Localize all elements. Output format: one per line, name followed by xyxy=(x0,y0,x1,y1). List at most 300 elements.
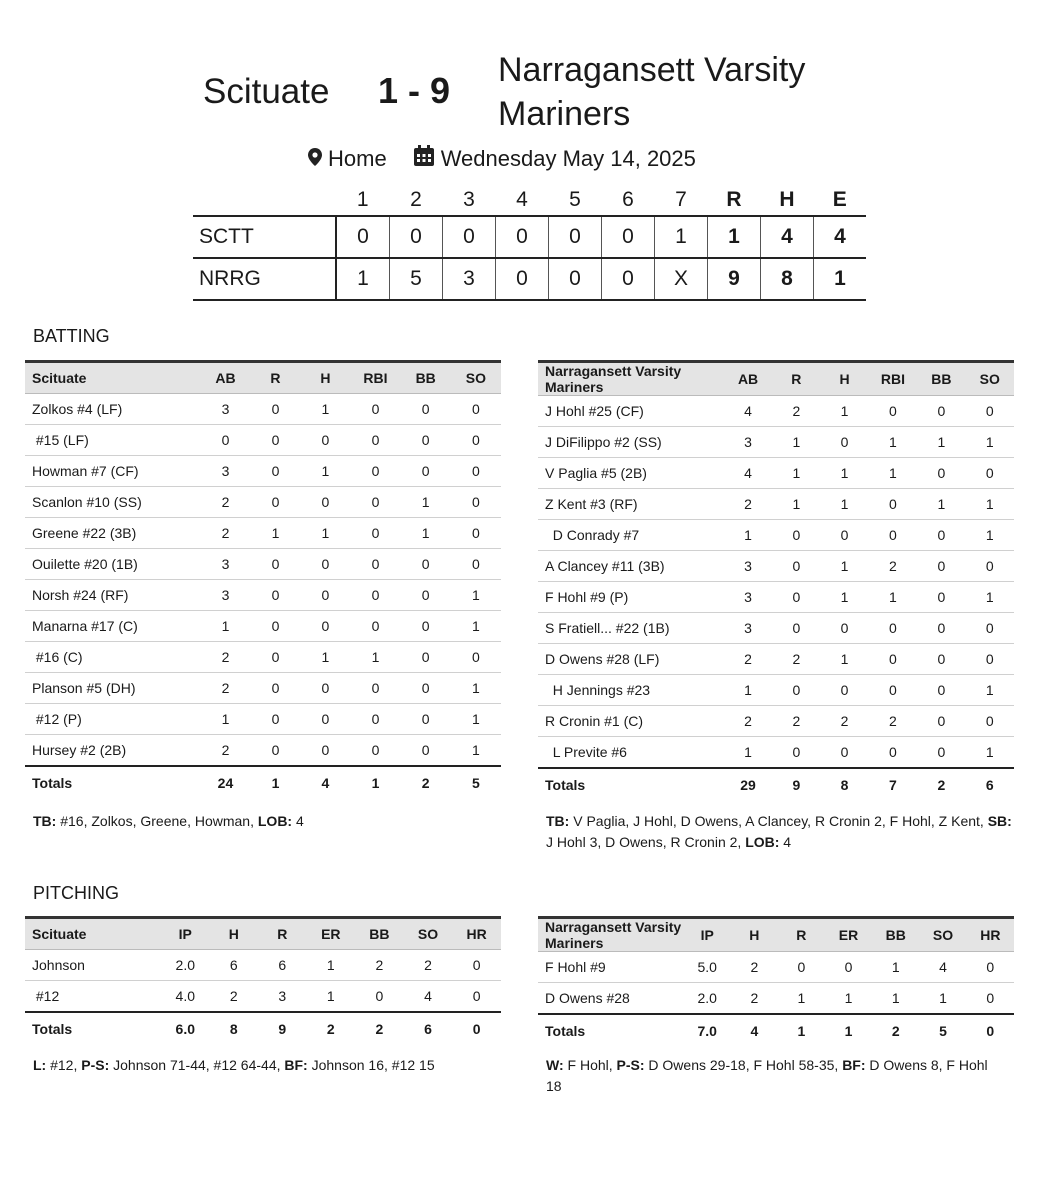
total-value: 9 xyxy=(258,1012,306,1044)
stat-column-header: IP xyxy=(700,927,714,943)
stat-value: 1 xyxy=(966,520,1014,551)
totals-label: Totals xyxy=(25,1012,161,1044)
inning-header: 4 xyxy=(516,188,528,211)
stat-value: 0 xyxy=(300,673,350,704)
stat-column-header: H xyxy=(228,926,239,942)
stat-value: 4 xyxy=(724,396,772,427)
stat-value: 1 xyxy=(869,582,917,613)
total-value: 2 xyxy=(401,766,451,798)
pitching-table-home xyxy=(25,916,501,1044)
stat-value: 1 xyxy=(350,642,400,673)
total-errors: 4 xyxy=(814,216,867,258)
stat-value: 0 xyxy=(869,613,917,644)
total-value: 2 xyxy=(917,768,965,800)
note-label: SB: xyxy=(987,813,1012,829)
errors-header: E xyxy=(832,188,847,211)
stat-value: 0 xyxy=(917,644,965,675)
stat-value: 0 xyxy=(300,735,350,767)
stat-value: 1 xyxy=(300,642,350,673)
stat-value: 0 xyxy=(825,952,872,983)
stat-value: 1 xyxy=(872,983,919,1015)
stat-value: 0 xyxy=(869,737,917,769)
player-name: D Owens #28 xyxy=(538,983,684,1015)
stat-value: 0 xyxy=(251,549,301,580)
stat-value: 0 xyxy=(820,427,868,458)
stat-value: 0 xyxy=(966,644,1014,675)
total-value: 2 xyxy=(872,1014,919,1046)
stat-value: 1 xyxy=(300,518,350,549)
home-team-name: Scituate xyxy=(203,72,330,111)
inning-header: 1 xyxy=(356,188,369,211)
note-label: P-S: xyxy=(616,1057,645,1073)
batting-row xyxy=(538,396,1014,427)
player-name: Hursey #2 (2B) xyxy=(25,735,200,767)
batting-table-home xyxy=(25,360,501,798)
stat-value: 1 xyxy=(966,737,1014,769)
stat-value: 0 xyxy=(966,551,1014,582)
player-name: Zolkos #4 (LF) xyxy=(25,394,200,425)
game-date: Wednesday May 14, 2025 xyxy=(440,146,696,171)
note-label: BF: xyxy=(284,1057,308,1073)
stat-value: 0 xyxy=(820,520,868,551)
note-label: TB: xyxy=(546,813,570,829)
inning-header: 2 xyxy=(410,188,422,211)
note-text: Johnson 16, #12 15 xyxy=(307,1057,435,1073)
pitching-header-row xyxy=(538,918,1014,952)
batting-row xyxy=(538,737,1014,769)
stat-value: 2 xyxy=(869,551,917,582)
stat-value: 0 xyxy=(772,613,820,644)
inning-score: 0 xyxy=(496,258,549,300)
pitching-totals-row xyxy=(538,1014,1014,1046)
batting-row xyxy=(538,489,1014,520)
stat-value: 0 xyxy=(917,520,965,551)
team-column-header: Scituate xyxy=(32,926,87,942)
note-text: Johnson 71-44, #12 64-44, xyxy=(109,1057,285,1073)
final-score: 1 - 9 xyxy=(378,70,451,111)
stat-value: 0 xyxy=(350,456,400,487)
stat-value: 1 xyxy=(772,458,820,489)
stat-value: 0 xyxy=(966,458,1014,489)
stat-value: 1 xyxy=(772,427,820,458)
stat-value: 0 xyxy=(917,737,965,769)
note-label: L: xyxy=(33,1057,47,1073)
batting-row xyxy=(25,487,501,518)
stat-value: 1 xyxy=(825,983,872,1015)
stat-value: 4 xyxy=(404,981,453,1013)
stat-column-header: R xyxy=(791,371,802,387)
stat-column-header: SO xyxy=(979,371,1000,387)
stat-value: 1 xyxy=(820,582,868,613)
stat-value: 0 xyxy=(820,737,868,769)
stat-value: 1 xyxy=(872,952,919,983)
note-label: LOB: xyxy=(745,834,780,850)
stat-value: 0 xyxy=(251,704,301,735)
pitching-row xyxy=(25,950,501,981)
total-value: 9 xyxy=(772,768,820,800)
batting-row xyxy=(25,611,501,642)
stat-value: 0 xyxy=(966,396,1014,427)
stat-value: 2.0 xyxy=(161,950,210,981)
stat-value: 0 xyxy=(772,520,820,551)
stat-value: 0 xyxy=(401,704,451,735)
inning-score: 1 xyxy=(655,216,708,258)
stat-value: 0 xyxy=(967,983,1014,1015)
stat-value: 2 xyxy=(355,950,404,981)
stat-value: 0 xyxy=(772,675,820,706)
stat-value: 0 xyxy=(401,549,451,580)
total-value: 5 xyxy=(919,1014,966,1046)
batting-header-row xyxy=(538,362,1014,396)
hits-header: H xyxy=(779,188,795,211)
stat-value: 3 xyxy=(258,981,306,1013)
batting-row xyxy=(25,735,501,767)
stat-value: 2 xyxy=(820,706,868,737)
batting-table-away xyxy=(538,360,1014,800)
stat-value: 1 xyxy=(869,458,917,489)
stat-value: 1 xyxy=(917,427,965,458)
stat-value: 1 xyxy=(451,704,501,735)
stat-value: 1 xyxy=(401,518,451,549)
stat-value: 2 xyxy=(772,644,820,675)
player-name: J Hohl #25 (CF) xyxy=(538,396,724,427)
player-name: Norsh #24 (RF) xyxy=(25,580,200,611)
pitching-header-row xyxy=(25,918,501,950)
totals-label: Totals xyxy=(538,1014,684,1046)
total-value: 8 xyxy=(210,1012,258,1044)
inning-score: 0 xyxy=(549,258,602,300)
stat-value: 0 xyxy=(200,425,250,456)
inning-score: 3 xyxy=(443,258,496,300)
total-value: 4 xyxy=(300,766,350,798)
batting-row xyxy=(538,427,1014,458)
stat-column-header: R xyxy=(796,927,807,943)
batting-row xyxy=(25,425,501,456)
batting-header-row xyxy=(25,362,501,394)
stat-value: 2 xyxy=(200,673,250,704)
stat-value: 0 xyxy=(869,675,917,706)
pitching-notes-home xyxy=(33,1055,493,1076)
stat-column-header: H xyxy=(749,927,760,943)
total-value: 1 xyxy=(350,766,400,798)
total-hits: 8 xyxy=(761,258,814,300)
stat-value: 0 xyxy=(300,487,350,518)
stat-value: 0 xyxy=(350,549,400,580)
stat-value: 1 xyxy=(401,487,451,518)
game-meta xyxy=(308,145,696,173)
stat-value: 2 xyxy=(731,983,778,1015)
stat-value: 2 xyxy=(200,735,250,767)
stat-value: 0 xyxy=(401,673,451,704)
stat-value: 1 xyxy=(200,704,250,735)
stat-column-header: SO xyxy=(417,926,439,942)
stat-value: 0 xyxy=(401,456,451,487)
stat-value: 0 xyxy=(967,952,1014,983)
stat-value: 0 xyxy=(401,735,451,767)
stat-value: 4 xyxy=(724,458,772,489)
stat-value: 1 xyxy=(300,456,350,487)
calendar-icon xyxy=(413,145,435,173)
batting-row xyxy=(538,613,1014,644)
inning-score: 0 xyxy=(336,216,390,258)
stat-value: 0 xyxy=(917,458,965,489)
batting-row xyxy=(538,582,1014,613)
stat-value: 1 xyxy=(200,611,250,642)
total-hits: 4 xyxy=(761,216,814,258)
note-text: 4 xyxy=(779,834,792,850)
stat-column-header: R xyxy=(270,370,281,386)
stat-value: 1 xyxy=(820,396,868,427)
stat-value: 0 xyxy=(350,487,400,518)
total-value: 29 xyxy=(724,768,772,800)
player-name: D Owens #28 (LF) xyxy=(538,644,724,675)
total-value: 1 xyxy=(778,1014,825,1046)
stat-value: 1 xyxy=(451,673,501,704)
stat-value: 0 xyxy=(917,582,965,613)
player-name: Greene #22 (3B) xyxy=(25,518,200,549)
player-name: R Cronin #1 (C) xyxy=(538,706,724,737)
pitching-table-away xyxy=(538,916,1014,1046)
inning-score: 0 xyxy=(549,216,602,258)
stat-value: 0 xyxy=(355,981,404,1013)
total-value: 1 xyxy=(825,1014,872,1046)
total-runs: 1 xyxy=(708,216,761,258)
inning-score: 0 xyxy=(602,258,655,300)
stat-value: 3 xyxy=(200,549,250,580)
stat-value: 2 xyxy=(210,981,258,1013)
player-name: #12 xyxy=(25,981,161,1013)
stat-value: 6 xyxy=(258,950,306,981)
stat-value: 0 xyxy=(451,642,501,673)
stat-value: 0 xyxy=(452,981,501,1013)
stat-value: 1 xyxy=(917,489,965,520)
stat-value: 0 xyxy=(917,675,965,706)
stat-column-header: H xyxy=(839,371,850,387)
away-team-name-line1: Narragansett Varsity xyxy=(498,51,806,89)
stat-value: 0 xyxy=(772,551,820,582)
note-label: LOB: xyxy=(257,813,293,829)
stat-value: 0 xyxy=(251,611,301,642)
batting-section-title: BATTING xyxy=(33,326,110,346)
batting-row xyxy=(25,456,501,487)
batting-row xyxy=(25,580,501,611)
stat-value: 0 xyxy=(300,611,350,642)
batting-notes-away xyxy=(546,811,1016,853)
stat-value: 0 xyxy=(251,642,301,673)
stat-value: 0 xyxy=(452,950,501,981)
total-value: 8 xyxy=(820,768,868,800)
stat-value: 0 xyxy=(917,706,965,737)
stat-value: 0 xyxy=(350,580,400,611)
total-value: 6 xyxy=(966,768,1014,800)
stat-value: 2.0 xyxy=(684,983,731,1015)
stat-value: 0 xyxy=(966,706,1014,737)
team-abbr: NRRG xyxy=(199,267,261,290)
batting-row xyxy=(538,458,1014,489)
player-name: #12 (P) xyxy=(25,704,200,735)
player-name: #16 (C) xyxy=(25,642,200,673)
team-column-header: Narragansett Varsity Mariners xyxy=(545,919,682,951)
stat-value: 0 xyxy=(401,394,451,425)
inning-header: 7 xyxy=(675,188,687,211)
stat-value: 2 xyxy=(869,706,917,737)
total-value: 6.0 xyxy=(161,1012,210,1044)
stat-value: 0 xyxy=(350,425,400,456)
stat-value: 1 xyxy=(300,394,350,425)
stat-value: 1 xyxy=(251,518,301,549)
stat-value: 0 xyxy=(917,551,965,582)
stat-column-header: HR xyxy=(466,926,487,942)
stat-column-header: RBI xyxy=(880,371,905,387)
batting-row xyxy=(538,675,1014,706)
pitching-row xyxy=(25,981,501,1013)
total-value: 0 xyxy=(452,1012,501,1044)
stat-value: 4.0 xyxy=(161,981,210,1013)
batting-row xyxy=(538,520,1014,551)
inning-score: 5 xyxy=(390,258,443,300)
stat-value: 2 xyxy=(772,706,820,737)
stat-value: 4 xyxy=(919,952,966,983)
total-value: 0 xyxy=(967,1014,1014,1046)
stat-column-header: H xyxy=(320,370,331,386)
stat-value: 0 xyxy=(820,675,868,706)
stat-column-header: BB xyxy=(415,370,436,386)
stat-value: 0 xyxy=(869,489,917,520)
stat-value: 2 xyxy=(200,642,250,673)
stat-column-header: R xyxy=(277,926,288,942)
stat-value: 0 xyxy=(251,735,301,767)
note-text: D Owens 8, F Hohl 18 xyxy=(546,1057,988,1094)
player-name: Ouilette #20 (1B) xyxy=(25,549,200,580)
stat-value: 0 xyxy=(451,549,501,580)
stat-value: 0 xyxy=(869,644,917,675)
pitching-row xyxy=(538,952,1014,983)
stat-value: 0 xyxy=(300,580,350,611)
total-value: 4 xyxy=(731,1014,778,1046)
batting-row xyxy=(538,644,1014,675)
totals-label: Totals xyxy=(538,768,724,800)
stat-value: 1 xyxy=(451,580,501,611)
stat-value: 0 xyxy=(869,520,917,551)
stat-value: 1 xyxy=(966,675,1014,706)
stat-value: 0 xyxy=(350,518,400,549)
player-name: L Previte #6 xyxy=(538,737,724,769)
stat-column-header: ER xyxy=(838,927,859,943)
stat-value: 1 xyxy=(772,489,820,520)
stat-value: 0 xyxy=(917,396,965,427)
player-name: F Hohl #9 xyxy=(538,952,684,983)
stat-value: 1 xyxy=(778,983,825,1015)
stat-value: 1 xyxy=(451,735,501,767)
line-score-row xyxy=(193,258,866,300)
stat-value: 3 xyxy=(200,456,250,487)
pitching-notes-away xyxy=(546,1055,1006,1097)
inning-score: 0 xyxy=(496,216,549,258)
stat-value: 0 xyxy=(451,487,501,518)
line-score-row xyxy=(193,216,866,258)
player-name: S Fratiell... #22 (1B) xyxy=(538,613,724,644)
pitching-totals-row xyxy=(25,1012,501,1044)
batting-row xyxy=(538,706,1014,737)
runs-header: R xyxy=(726,188,742,211)
batting-row xyxy=(25,394,501,425)
stat-column-header: IP xyxy=(178,926,192,942)
location-label: Home xyxy=(328,146,387,171)
stat-value: 1 xyxy=(966,582,1014,613)
stat-value: 5.0 xyxy=(684,952,731,983)
stat-value: 1 xyxy=(724,675,772,706)
stat-value: 1 xyxy=(820,458,868,489)
stat-column-header: RBI xyxy=(363,370,388,386)
stat-column-header: AB xyxy=(737,371,759,387)
stat-value: 0 xyxy=(401,580,451,611)
inning-score: 0 xyxy=(390,216,443,258)
stat-value: 3 xyxy=(200,394,250,425)
stat-value: 0 xyxy=(350,735,400,767)
stat-value: 0 xyxy=(350,394,400,425)
total-errors: 1 xyxy=(814,258,867,300)
player-name: Manarna #17 (C) xyxy=(25,611,200,642)
inning-score: X xyxy=(655,258,708,300)
stat-value: 0 xyxy=(772,737,820,769)
map-pin-icon xyxy=(308,146,322,172)
stat-column-header: BB xyxy=(931,371,952,387)
stat-value: 0 xyxy=(300,549,350,580)
stat-value: 0 xyxy=(251,456,301,487)
pitching-row xyxy=(538,983,1014,1015)
batting-row xyxy=(538,551,1014,582)
line-score-header xyxy=(193,185,866,216)
stat-value: 2 xyxy=(724,489,772,520)
stat-value: 0 xyxy=(820,613,868,644)
note-text: F Hohl, xyxy=(563,1057,617,1073)
player-name: Planson #5 (DH) xyxy=(25,673,200,704)
stat-value: 2 xyxy=(200,518,250,549)
inning-header: 3 xyxy=(463,188,475,211)
stat-value: 0 xyxy=(350,673,400,704)
batting-totals-row xyxy=(25,766,501,798)
note-text: D Owens 29-18, F Hohl 58-35, xyxy=(644,1057,843,1073)
line-score-table xyxy=(193,185,866,301)
stat-value: 6 xyxy=(210,950,258,981)
stat-value: 0 xyxy=(300,425,350,456)
note-text: J Hohl 3, D Owens, R Cronin 2, xyxy=(546,834,746,850)
total-value: 2 xyxy=(355,1012,404,1044)
note-label: P-S: xyxy=(81,1057,110,1073)
stat-column-header: SO xyxy=(932,927,954,943)
total-value: 6 xyxy=(404,1012,453,1044)
stat-value: 0 xyxy=(251,425,301,456)
stat-value: 3 xyxy=(724,613,772,644)
player-name: A Clancey #11 (3B) xyxy=(538,551,724,582)
stat-value: 0 xyxy=(251,394,301,425)
stat-value: 0 xyxy=(401,642,451,673)
inning-score: 0 xyxy=(602,216,655,258)
stat-value: 1 xyxy=(919,983,966,1015)
stat-value: 0 xyxy=(300,704,350,735)
stat-value: 2 xyxy=(200,487,250,518)
player-name: D Conrady #7 xyxy=(538,520,724,551)
stat-value: 1 xyxy=(820,489,868,520)
stat-column-header: HR xyxy=(980,927,1001,943)
player-name: H Jennings #23 xyxy=(538,675,724,706)
player-name: Scanlon #10 (SS) xyxy=(25,487,200,518)
stat-column-header: ER xyxy=(321,926,341,942)
player-name: Johnson xyxy=(25,950,161,981)
stat-value: 1 xyxy=(307,950,356,981)
stat-value: 3 xyxy=(200,580,250,611)
batting-totals-row xyxy=(538,768,1014,800)
